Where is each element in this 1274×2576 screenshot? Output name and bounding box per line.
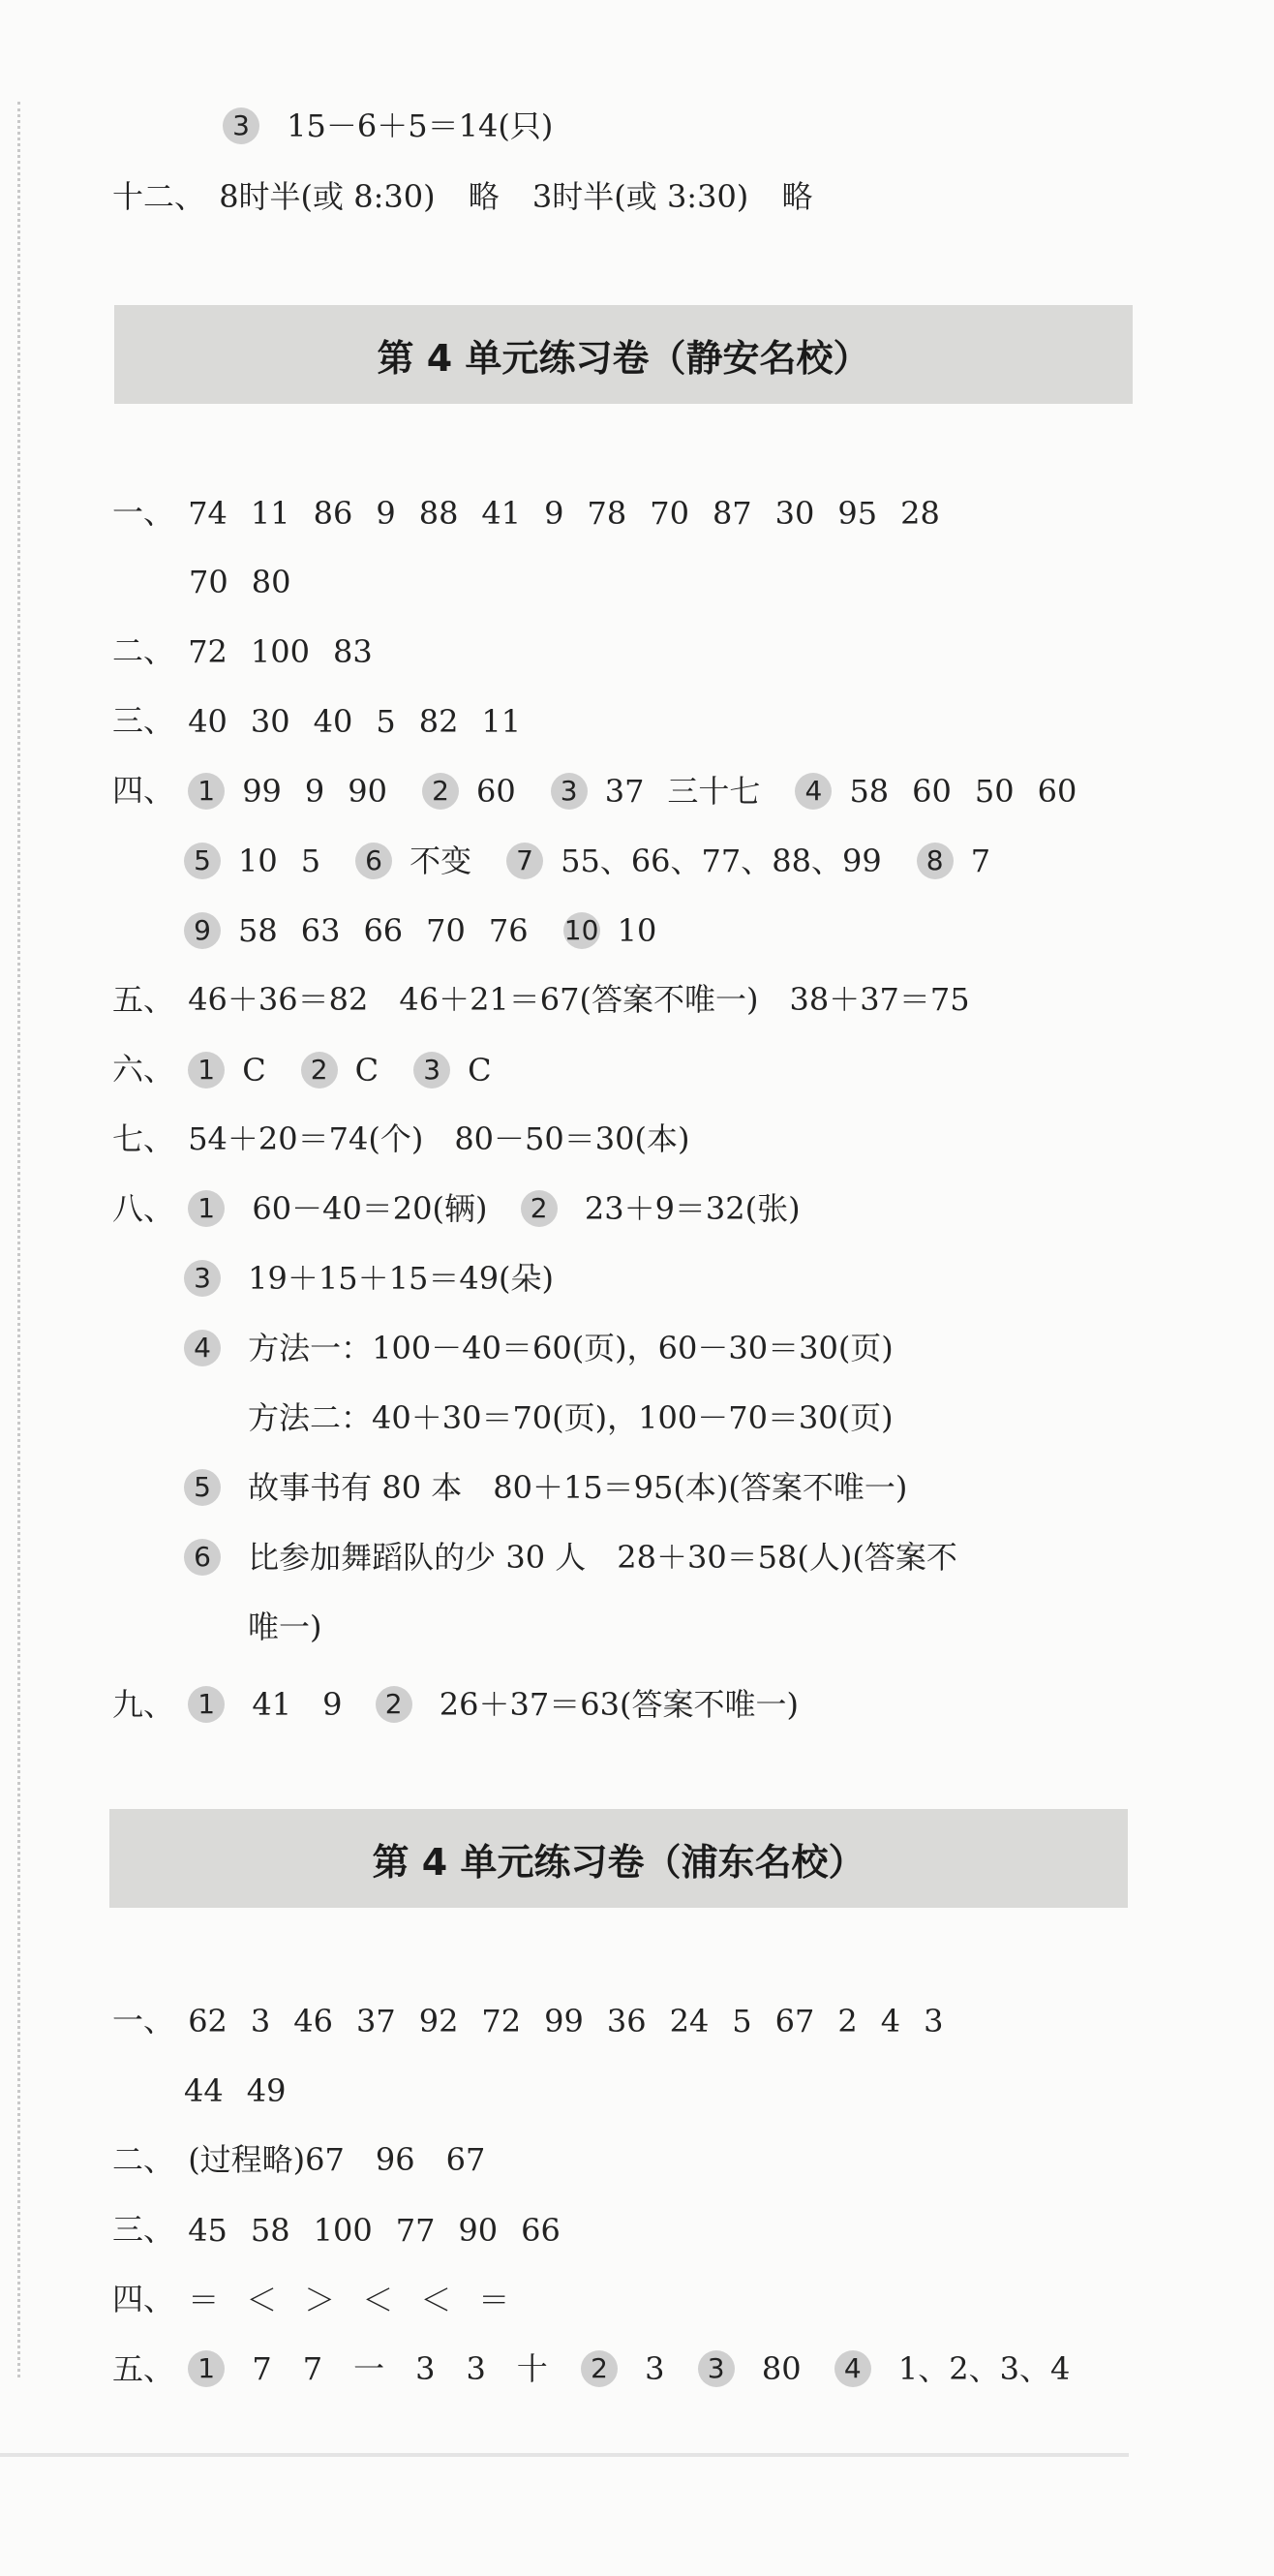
- answer-value: 45: [188, 2211, 228, 2249]
- answer-value: 66: [363, 911, 404, 949]
- answer-value: 100: [250, 632, 310, 670]
- answer-value: 9: [304, 772, 325, 810]
- section-label: 三、: [112, 2210, 175, 2248]
- answer-value: ＝: [188, 2281, 224, 2318]
- answer-value: 70: [426, 911, 466, 949]
- numbered-list: [188, 769, 1100, 811]
- question-number: 3: [184, 1260, 221, 1297]
- answer-value: 100: [313, 2211, 373, 2249]
- answer-value: 24: [669, 2002, 710, 2039]
- section-label: 七、: [112, 1119, 175, 1157]
- answer-line: [112, 2277, 536, 2319]
- question-number: 1: [188, 773, 225, 810]
- answer-value: 46: [293, 2002, 333, 2039]
- answer-line: [112, 768, 1100, 811]
- answer-line: [112, 1047, 515, 1089]
- question-number: 1: [188, 1190, 225, 1227]
- question-number: 1: [188, 1686, 225, 1723]
- section-label: 四、: [112, 2280, 175, 2317]
- answer-value: 40: [188, 702, 228, 740]
- answer-text: 3时半(或 3:30): [531, 177, 749, 215]
- answer-value: 76: [488, 911, 529, 949]
- question-number: 2: [376, 1686, 412, 1723]
- question-number: 7: [506, 843, 543, 879]
- answer-value: ＜: [420, 2281, 456, 2318]
- answer-value: 70: [189, 563, 228, 600]
- answer-value: 28: [900, 494, 940, 532]
- answer-line: [248, 1395, 894, 1437]
- answer-value: 86: [313, 494, 353, 532]
- answer-value: 3: [924, 2002, 944, 2039]
- answer-value: C: [242, 1051, 266, 1089]
- question-number: 4: [834, 2350, 871, 2387]
- answer-value: 5: [300, 842, 321, 879]
- numbered-list: [188, 1048, 514, 1089]
- answer-value: 9: [544, 494, 564, 532]
- answer-value: ＜: [362, 2281, 398, 2318]
- answer-value: 72: [188, 632, 228, 670]
- question-number: 4: [184, 1330, 221, 1366]
- answer-text: 3: [645, 2349, 665, 2387]
- answer-text: 故事书有 80 本 80＋15＝95(本)(答案不唯一): [248, 1468, 908, 1506]
- answer-value: 62: [188, 2002, 228, 2039]
- answer-value: ＝: [478, 2281, 514, 2318]
- answer-value: 9: [376, 494, 396, 532]
- answer-text: 略: [468, 177, 500, 215]
- question-number: 10: [563, 912, 600, 949]
- answer-value: 72: [481, 2002, 522, 2039]
- answer-line: [184, 2068, 309, 2110]
- answer-line: [184, 1465, 907, 1507]
- question-number: 1: [188, 1052, 225, 1089]
- answer-value: 58: [238, 911, 278, 949]
- answer-text: 54＋20＝74(个) 80－50＝30(本): [188, 1119, 690, 1157]
- answer-value: 60: [912, 772, 952, 810]
- answer-value: 63: [300, 911, 341, 949]
- answer-value: 7: [970, 842, 991, 879]
- answer-value: 70: [650, 494, 689, 532]
- answer-value: 82: [418, 702, 459, 740]
- answer-line: [184, 838, 1014, 880]
- answer-value: 37: [355, 2002, 396, 2039]
- value-list: [188, 629, 396, 671]
- answer-value: 66: [521, 2211, 561, 2249]
- answer-line: [112, 1186, 801, 1228]
- section-label: 五、: [112, 980, 175, 1018]
- margin-dotted-rule: [17, 102, 20, 2377]
- section-header: 第 4 单元练习卷（静安名校）: [114, 305, 1133, 404]
- answer-line: [112, 629, 396, 671]
- answer-value: 5: [376, 702, 396, 740]
- answer-value: 60: [1037, 772, 1077, 810]
- answer-value: 3: [250, 2002, 271, 2039]
- answer-value: 78: [587, 494, 627, 532]
- answer-value: 36: [606, 2002, 647, 2039]
- answer-line: [112, 2207, 584, 2250]
- answer-value: 30: [774, 494, 815, 532]
- answer-line: [112, 1998, 966, 2040]
- question-number: 5: [184, 843, 221, 879]
- answer-text: 唯一): [248, 1608, 322, 1645]
- answer-value: 11: [481, 702, 522, 740]
- answer-line: [184, 1256, 554, 1298]
- answer-line: [189, 559, 314, 601]
- answer-text: 方法一：100－40＝60(页)，60－30＝30(页): [248, 1329, 894, 1366]
- answer-value: 60: [475, 772, 516, 810]
- question-number: 6: [355, 843, 392, 879]
- answer-value: 40: [313, 702, 353, 740]
- answer-value: 49: [246, 2071, 287, 2109]
- answer-text: 23＋9＝32(张): [584, 1189, 801, 1227]
- answer-value: 95: [837, 494, 878, 532]
- question-number: 3: [413, 1052, 450, 1089]
- answer-value: 92: [418, 2002, 459, 2039]
- section-label: 二、: [112, 2140, 175, 2178]
- answer-value: 88: [418, 494, 459, 532]
- question-number: 3: [223, 107, 259, 144]
- section-label: 九、: [112, 1685, 175, 1723]
- answer-text: 1、2、3、4: [897, 2349, 1071, 2387]
- answer-value: 三十七: [667, 772, 761, 810]
- value-list: [188, 699, 544, 741]
- answer-value: 50: [974, 772, 1015, 810]
- value-list: [188, 2208, 584, 2250]
- answer-value: 不变: [410, 842, 472, 879]
- answer-text: 比参加舞蹈队的少 30 人 28＋30＝58(人)(答案不: [248, 1538, 957, 1576]
- answer-line: [112, 1117, 689, 1158]
- question-number: 3: [551, 773, 588, 810]
- answer-text: 60－40＝20(辆): [252, 1189, 488, 1227]
- section-label: 十二、: [112, 177, 206, 215]
- answer-line: [223, 104, 553, 145]
- section-label: 二、: [112, 631, 175, 669]
- answer-line: [184, 907, 680, 950]
- answer-text: 7 7 一 3 3 十: [252, 2349, 548, 2387]
- answer-line: [184, 1535, 957, 1577]
- answer-value: 44: [184, 2071, 224, 2109]
- answer-value: 87: [712, 494, 752, 532]
- answer-line: [112, 490, 963, 533]
- section-label: 三、: [112, 701, 175, 739]
- answer-value: ＜: [246, 2281, 282, 2318]
- answer-value: 4: [880, 2002, 901, 2039]
- answer-text: 15－6＋5＝14(只): [287, 107, 554, 144]
- question-number: 5: [184, 1469, 221, 1506]
- section-label: 六、: [112, 1050, 175, 1088]
- answer-text: 26＋37＝63(答案不唯一): [439, 1685, 799, 1723]
- answer-value: ＞: [304, 2281, 340, 2318]
- question-number: 4: [795, 773, 832, 810]
- question-number: 1: [188, 2350, 225, 2387]
- section-label: 四、: [112, 771, 175, 809]
- answer-value: 99: [544, 2002, 584, 2039]
- answer-value: 10: [238, 842, 278, 879]
- section-label: 一、: [112, 2001, 175, 2039]
- value-list: [188, 1999, 966, 2040]
- answer-text: 19＋15＋15＝49(朵): [248, 1259, 555, 1297]
- answer-text: (过程略)67 96 67: [188, 2140, 486, 2178]
- value-list: [184, 2069, 309, 2110]
- answer-value: 10: [617, 911, 657, 949]
- question-number: 9: [184, 912, 221, 949]
- answer-text: 46＋36＝82 46＋21＝67(答案不唯一) 38＋37＝75: [188, 980, 970, 1018]
- answer-value: 58: [250, 2211, 290, 2249]
- answer-text: 方法二：40＋30＝70(页)，100－70＝30(页): [248, 1398, 894, 1436]
- section-label: 八、: [112, 1189, 175, 1227]
- answer-value: 90: [348, 772, 387, 810]
- answer-value: 74: [188, 494, 228, 532]
- question-number: 2: [581, 2350, 618, 2387]
- value-list: [188, 2278, 536, 2319]
- question-number: 6: [184, 1539, 221, 1576]
- question-number: 2: [521, 1190, 558, 1227]
- section-header: 第 4 单元练习卷（浦东名校）: [109, 1809, 1128, 1908]
- answer-value: 58: [849, 772, 890, 810]
- answer-value: 77: [395, 2211, 436, 2249]
- section-label: 一、: [112, 493, 175, 531]
- question-number: 3: [698, 2350, 735, 2387]
- answer-value: 67: [774, 2002, 815, 2039]
- answer-value: 90: [458, 2211, 499, 2249]
- question-number: 2: [422, 773, 459, 810]
- answer-line: [112, 2137, 485, 2179]
- answer-line: [112, 977, 970, 1019]
- section-label: 五、: [112, 2349, 175, 2387]
- answer-value: 11: [250, 494, 290, 532]
- answer-value: 80: [251, 563, 291, 600]
- answer-value: 37: [604, 772, 645, 810]
- answer-value: C: [354, 1051, 379, 1089]
- answer-value: 83: [332, 632, 373, 670]
- answer-value: 99: [242, 772, 282, 810]
- answer-value: C: [468, 1051, 492, 1089]
- answer-value: 5: [732, 2002, 752, 2039]
- answer-line: [184, 1326, 894, 1367]
- answer-text: 略: [781, 177, 813, 215]
- answer-value: 55、66、77、88、99: [561, 842, 882, 879]
- answer-value: 30: [250, 702, 290, 740]
- value-list: [189, 560, 314, 601]
- question-number: 2: [301, 1052, 338, 1089]
- numbered-list: [184, 839, 1014, 880]
- answer-text: 8时半(或 8:30): [219, 177, 436, 215]
- answer-line: [112, 2346, 1070, 2388]
- answer-text: 41 9: [252, 1685, 343, 1723]
- answer-line: [112, 1682, 799, 1724]
- answer-line: [112, 174, 835, 216]
- answer-line: [112, 698, 544, 741]
- answer-value: 2: [837, 2002, 858, 2039]
- bottom-rule: [0, 2453, 1129, 2457]
- value-list: [188, 491, 963, 533]
- answer-value: 41: [481, 494, 522, 532]
- answer-text: 80: [761, 2349, 802, 2387]
- question-number: 8: [917, 843, 954, 879]
- numbered-list: [184, 908, 680, 950]
- answer-line: [248, 1605, 322, 1646]
